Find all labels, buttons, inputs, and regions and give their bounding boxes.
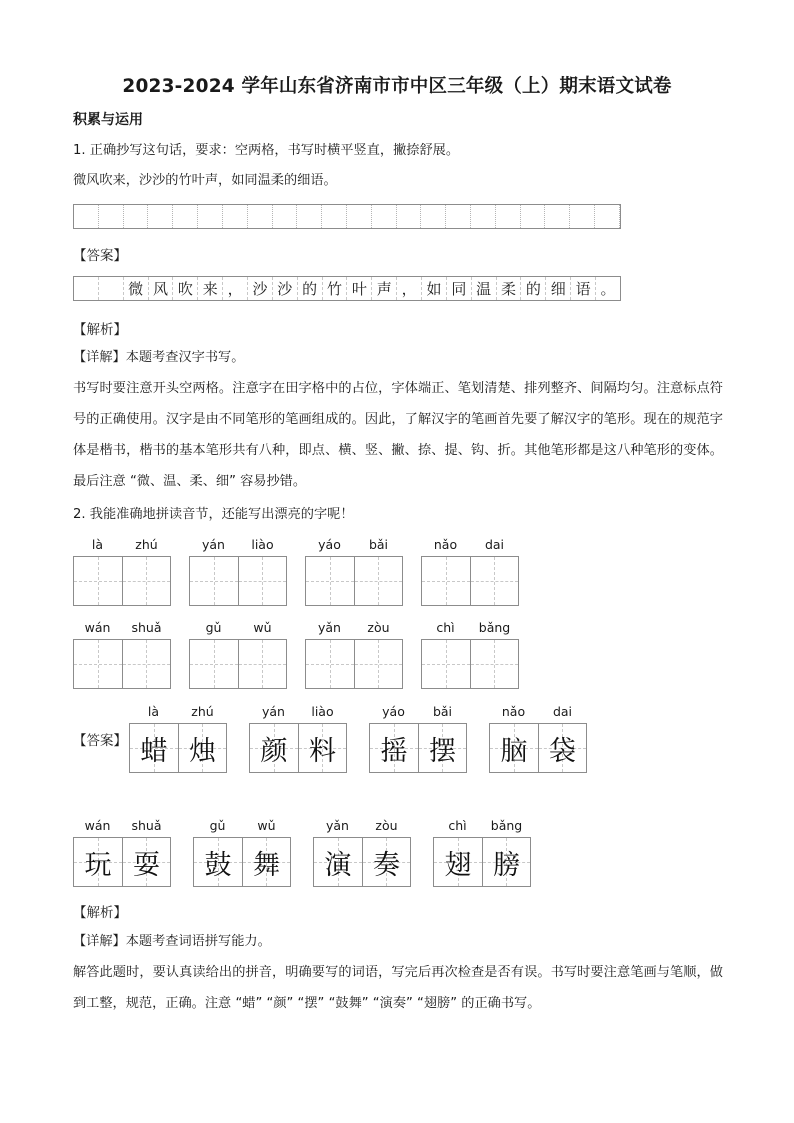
tianzige-box <box>434 838 482 886</box>
answer-word <box>369 704 467 773</box>
tianzige-box[interactable] <box>238 557 286 605</box>
copy-cell[interactable] <box>148 205 173 228</box>
answer-char: 翅 <box>444 849 472 881</box>
answer-char: 烛 <box>188 735 216 767</box>
pinyin: gǔ <box>209 818 226 833</box>
answer-word <box>129 704 227 773</box>
tianzige-box <box>490 724 538 772</box>
q1-analysis-tag: 【解析】 <box>73 322 127 338</box>
q2-analysis-tag: 【解析】 <box>73 905 127 921</box>
tianzige-box[interactable] <box>470 640 518 688</box>
answer-cell: 沙 <box>248 277 273 300</box>
pinyin: zòu <box>375 818 398 833</box>
tianzige-box <box>538 724 586 772</box>
blank-word <box>305 537 403 606</box>
copy-cell[interactable] <box>124 205 149 228</box>
answer-cell: 。 <box>600 280 616 298</box>
copy-cell[interactable] <box>545 205 570 228</box>
tianzige-box <box>250 724 298 772</box>
answer-char: 鼓 <box>204 849 232 881</box>
tianzige-box <box>178 724 226 772</box>
copy-cell[interactable] <box>397 205 422 228</box>
copy-cell[interactable] <box>446 205 471 228</box>
tianzige-box[interactable] <box>354 557 402 605</box>
pinyin: shuǎ <box>131 620 162 635</box>
blank-word <box>189 537 287 606</box>
copy-cell[interactable] <box>372 205 397 228</box>
answer-cell: ， <box>397 277 422 300</box>
pinyin: yáo <box>318 537 341 552</box>
pinyin: yán <box>262 704 285 719</box>
tianzige-box[interactable] <box>74 640 122 688</box>
pinyin: yán <box>202 537 225 552</box>
tianzige-box[interactable] <box>238 640 286 688</box>
answer-cell: ， <box>223 277 248 300</box>
copy-cell[interactable] <box>223 205 248 228</box>
copy-cell[interactable] <box>496 205 521 228</box>
q2-detail: 【详解】本题考查词语拼写能力。 <box>73 934 271 949</box>
pinyin: wǔ <box>257 818 276 833</box>
pinyin: liào <box>251 537 274 552</box>
answer-char: 料 <box>308 735 336 767</box>
copy-cell[interactable] <box>273 205 298 228</box>
tianzige-box <box>194 838 242 886</box>
blank-word <box>305 620 403 689</box>
answer-word <box>433 818 531 887</box>
tianzige-box[interactable] <box>422 640 470 688</box>
answer-word <box>193 818 291 887</box>
pinyin: yǎn <box>326 818 349 833</box>
answer-cell: 柔 <box>497 277 522 300</box>
copy-cell[interactable] <box>248 205 273 228</box>
answer-char: 颜 <box>260 735 288 767</box>
answer-word <box>73 818 171 887</box>
answer-word <box>313 818 411 887</box>
q1-explanation: 书写时要注意开头空两格。注意字在田字格中的占位，字体端正、笔划清楚、排列整齐、间隔均匀。注意标点符号的正确使用。汉字是由不同笔形的笔画组成的。因此，了解汉字的笔画首先要了解汉字的笔形。现在的规范字体是楷书，楷书的基本笔形共有八种，即点、横、竖、撇、捺、提、钩、折。其他笔形都是这八种笔形的变体。最后注意 “微、温、柔、细” 容易抄错。 <box>73 381 723 489</box>
pinyin: bǎng <box>478 620 511 635</box>
answer-cell: 沙 <box>273 277 298 300</box>
answer-char: 演 <box>324 849 352 881</box>
copy-cell[interactable] <box>570 205 595 228</box>
pinyin: bǎng <box>490 818 523 833</box>
tianzige-box[interactable] <box>354 640 402 688</box>
tianzige-box[interactable] <box>190 557 238 605</box>
answer-cell: 竹 <box>323 277 348 300</box>
answer-cell <box>99 277 124 300</box>
answer-char: 摆 <box>428 735 456 767</box>
answer-cell: 叶 <box>347 277 372 300</box>
copy-cell[interactable] <box>595 205 620 228</box>
tianzige-box[interactable] <box>306 640 354 688</box>
section-heading: 积累与运用 <box>73 112 143 128</box>
tianzige-box <box>418 724 466 772</box>
answer-word <box>489 704 587 773</box>
answer-cell: 温 <box>472 277 497 300</box>
pinyin: chì <box>448 818 467 833</box>
answer-char: 脑 <box>500 735 528 767</box>
copy-cell[interactable] <box>99 205 124 228</box>
tianzige-box[interactable] <box>470 557 518 605</box>
q1-copy-grid <box>73 204 621 229</box>
copy-cell[interactable] <box>521 205 546 228</box>
tianzige-box[interactable] <box>74 557 122 605</box>
copy-cell[interactable] <box>322 205 347 228</box>
answer-char: 耍 <box>132 849 160 881</box>
pinyin: wǔ <box>253 620 272 635</box>
tianzige-box[interactable] <box>306 557 354 605</box>
answer-cell: 风 <box>149 277 174 300</box>
tianzige-box <box>242 838 290 886</box>
q1-answer-grid <box>73 276 621 301</box>
pinyin: dai <box>484 537 505 552</box>
pinyin: liào <box>311 704 334 719</box>
copy-cell[interactable] <box>471 205 496 228</box>
copy-cell[interactable] <box>74 205 99 228</box>
answer-char: 蜡 <box>140 735 168 767</box>
pinyin: zòu <box>367 620 390 635</box>
answer-char: 膀 <box>492 849 520 881</box>
answer-cell: 语 <box>571 277 596 300</box>
answer-cell: 微 <box>124 277 149 300</box>
blank-word <box>73 620 171 689</box>
pinyin: là <box>147 704 160 719</box>
pinyin: shuǎ <box>131 818 162 833</box>
pinyin: là <box>91 537 104 552</box>
blank-word <box>73 537 171 606</box>
pinyin: bǎi <box>432 704 453 719</box>
blank-word <box>421 537 519 606</box>
answer-cell: 来 <box>198 277 223 300</box>
q2-prompt: 2. 我能准确地拼读音节，还能写出漂亮的字呢！ <box>73 507 354 522</box>
q1-answer-tag: 【答案】 <box>73 248 127 264</box>
answer-cell: 的 <box>521 277 546 300</box>
answer-cell: 声 <box>372 277 397 300</box>
tianzige-box <box>130 724 178 772</box>
tianzige-box <box>362 838 410 886</box>
tianzige-box[interactable] <box>122 557 170 605</box>
pinyin: nǎo <box>501 704 526 719</box>
q2-answer-tag: 【答案】 <box>73 733 127 749</box>
pinyin: zhú <box>135 537 158 552</box>
answer-char: 舞 <box>252 849 280 881</box>
answer-cell: 的 <box>298 277 323 300</box>
pinyin: chì <box>436 620 455 635</box>
tianzige-box <box>370 724 418 772</box>
pinyin: dai <box>552 704 573 719</box>
pinyin: bǎi <box>368 537 389 552</box>
answer-cell <box>74 277 99 300</box>
tianzige-box <box>314 838 362 886</box>
answer-cell: 吹 <box>173 277 198 300</box>
answer-cell: 细 <box>546 277 571 300</box>
answer-cell: 如 <box>422 277 447 300</box>
copy-cell[interactable] <box>421 205 446 228</box>
copy-cell[interactable] <box>347 205 372 228</box>
pinyin: wán <box>84 818 111 833</box>
q1-detail: 【详解】本题考查汉字书写。 <box>73 350 245 365</box>
pinyin: nǎo <box>433 537 458 552</box>
tianzige-box[interactable] <box>190 640 238 688</box>
tianzige-box <box>122 838 170 886</box>
pinyin: gǔ <box>205 620 222 635</box>
pinyin: wán <box>84 620 111 635</box>
answer-char: 奏 <box>372 849 400 881</box>
copy-cell[interactable] <box>198 205 223 228</box>
pinyin: yáo <box>382 704 405 719</box>
q1-sentence: 微风吹来，沙沙的竹叶声，如同温柔的细语。 <box>73 173 337 188</box>
answer-char: 玩 <box>84 849 112 881</box>
copy-cell[interactable] <box>173 205 198 228</box>
blank-word <box>189 620 287 689</box>
tianzige-box[interactable] <box>422 557 470 605</box>
answer-cell: 同 <box>447 277 472 300</box>
q2-explanation: 解答此题时，要认真读给出的拼音，明确要写的词语，写完后再次检查是否有误。书写时要注意笔画与笔顺，做到工整，规范，正确。注意 “蜡” “颜” “摆” “鼓舞” “演奏” “翅膀” 的正确书写。 <box>73 965 723 1011</box>
pinyin: yǎn <box>318 620 341 635</box>
answer-char: 摇 <box>380 735 408 767</box>
exam-title: 2023-2024 学年山东省济南市市中区三年级（上）期末语文试卷 <box>122 76 672 97</box>
tianzige-box <box>298 724 346 772</box>
blank-word <box>421 620 519 689</box>
tianzige-box <box>74 838 122 886</box>
answer-word <box>249 704 347 773</box>
q1-prompt: 1. 正确抄写这句话，要求：空两格，书写时横平竖直，撇捺舒展。 <box>73 143 460 158</box>
pinyin: zhú <box>191 704 214 719</box>
answer-char: 袋 <box>548 735 576 767</box>
tianzige-box <box>482 838 530 886</box>
copy-cell[interactable] <box>297 205 322 228</box>
tianzige-box[interactable] <box>122 640 170 688</box>
